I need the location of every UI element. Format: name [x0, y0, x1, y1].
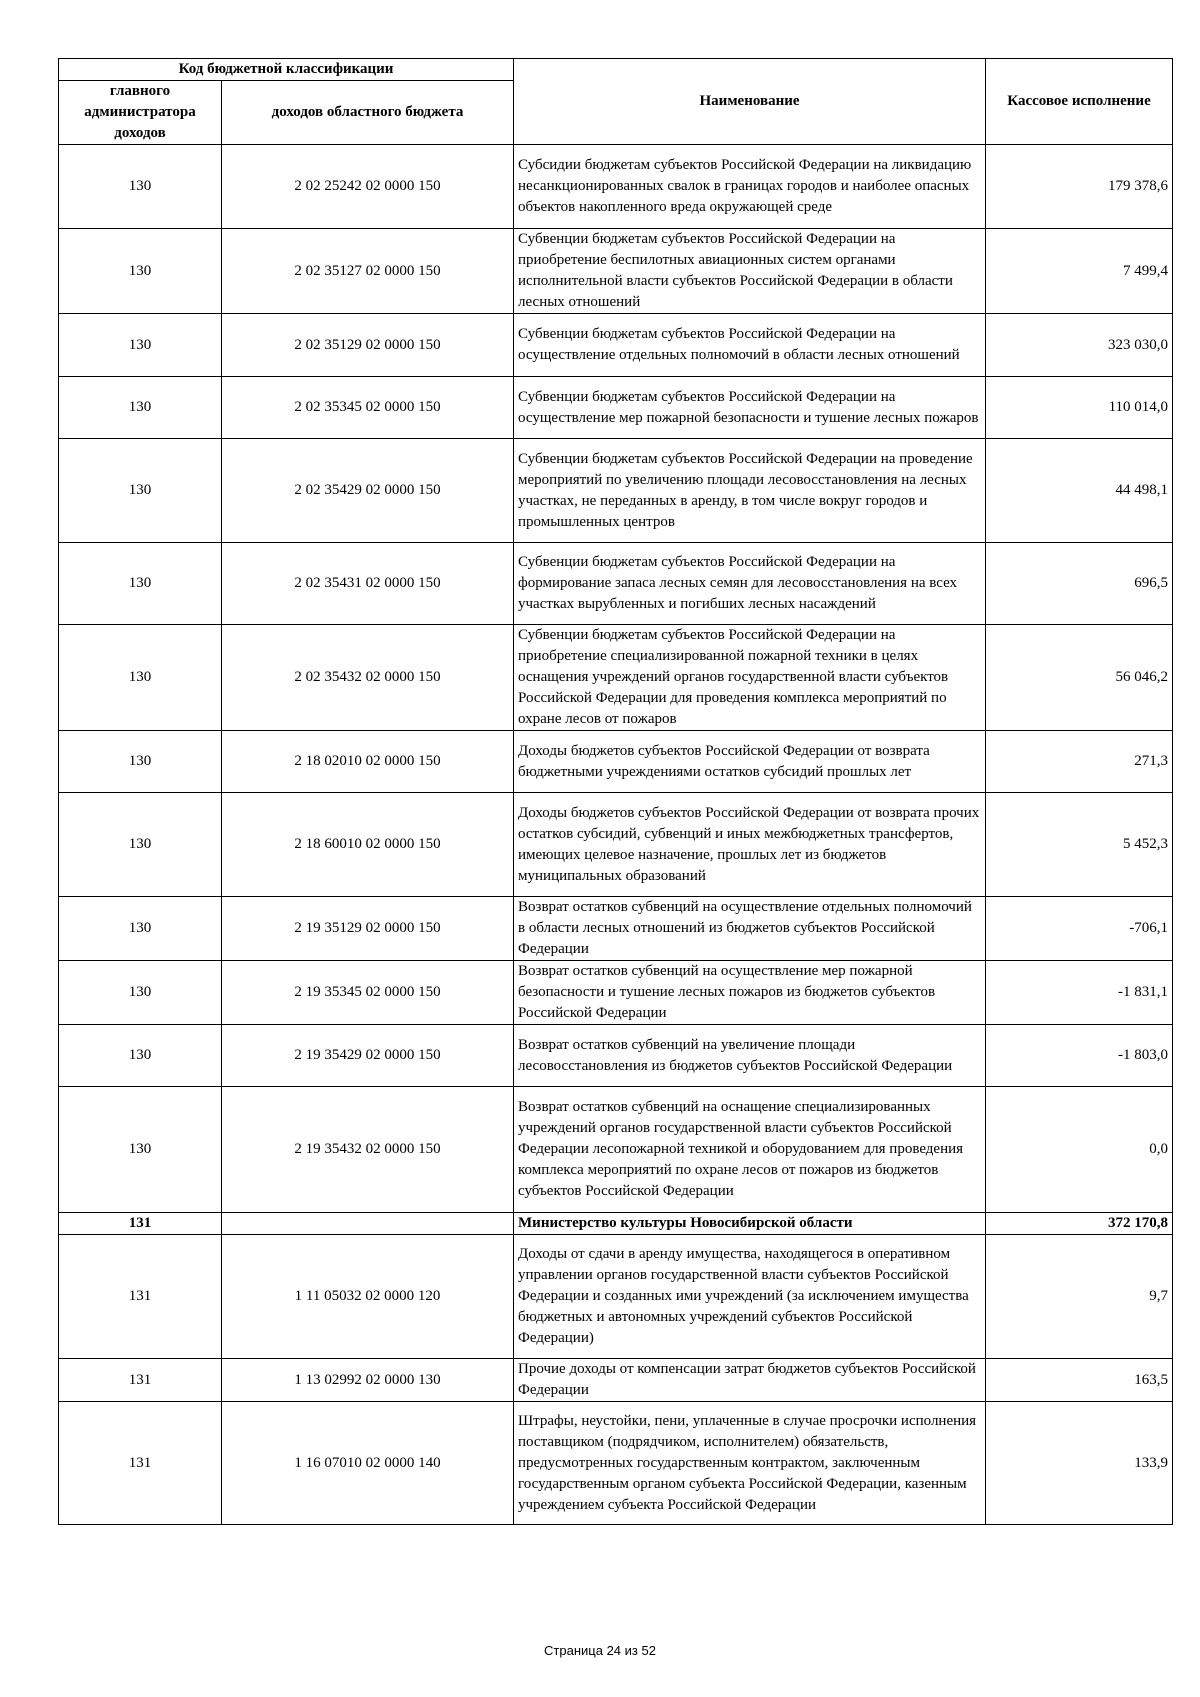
- budget-code-cell: 2 18 60010 02 0000 150: [222, 793, 514, 897]
- amount-cell: 179 378,6: [986, 145, 1173, 229]
- amount-cell: 323 030,0: [986, 314, 1173, 377]
- admin-code-cell: 130: [59, 731, 222, 793]
- admin-code-cell: 130: [59, 229, 222, 314]
- table-row: [59, 1213, 1173, 1235]
- budget-code-cell: 2 18 02010 02 0000 150: [222, 731, 514, 793]
- name-cell: Субвенции бюджетам субъектов Российской Федерации на формирование запаса лесных семян для лесовосстановления на всех участках вырубленных и погибших лесных насаждений: [514, 543, 986, 625]
- admin-code-cell: 130: [59, 543, 222, 625]
- name-cell: Прочие доходы от компенсации затрат бюджетов субъектов Российской Федерации: [514, 1359, 986, 1402]
- amount-cell: 56 046,2: [986, 625, 1173, 731]
- budget-code-cell: 2 02 35432 02 0000 150: [222, 625, 514, 731]
- table-row: [59, 1025, 1173, 1087]
- table-row: [59, 1087, 1173, 1213]
- budget-code-cell: 2 19 35429 02 0000 150: [222, 1025, 514, 1087]
- amount-cell: 44 498,1: [986, 439, 1173, 543]
- admin-code-cell: 130: [59, 897, 222, 961]
- budget-code-cell: 1 11 05032 02 0000 120: [222, 1235, 514, 1359]
- admin-code-cell: 130: [59, 439, 222, 543]
- admin-code-cell: 131: [59, 1359, 222, 1402]
- admin-code-cell: 131: [59, 1402, 222, 1525]
- table-row: [59, 961, 1173, 1025]
- name-cell: Доходы от сдачи в аренду имущества, находящегося в оперативном управлении органов государственной власти субъектов Российской Федерации и созданных ими учреждений (за исключением имущества бюджетных и автономных учреждений субъектов Российской Федерации): [514, 1235, 986, 1359]
- amount-cell: -1 831,1: [986, 961, 1173, 1025]
- table-row: [59, 314, 1173, 377]
- table-row: [59, 377, 1173, 439]
- name-cell: Штрафы, неустойки, пени, уплаченные в случае просрочки исполнения поставщиком (подрядчиком, исполнителем) обязательств, предусмотренных государственным контрактом, заключенным государственным органом субъекта Российской Федерации, казенным учреждением субъекта Российской Федерации: [514, 1402, 986, 1525]
- budget-code-cell: 2 19 35432 02 0000 150: [222, 1087, 514, 1213]
- amount-cell: 7 499,4: [986, 229, 1173, 314]
- budget-code-cell: 1 13 02992 02 0000 130: [222, 1359, 514, 1402]
- table-row: [59, 543, 1173, 625]
- table-row: [59, 1402, 1173, 1525]
- amount-cell: 133,9: [986, 1402, 1173, 1525]
- admin-code-cell: 130: [59, 1087, 222, 1213]
- header-budget-classification: Код бюджетной классификации: [59, 59, 514, 81]
- header-name: Наименование: [514, 59, 986, 145]
- budget-code-cell: 2 19 35129 02 0000 150: [222, 897, 514, 961]
- name-cell: Субвенции бюджетам субъектов Российской Федерации на приобретение беспилотных авиационных систем органами исполнительной власти субъектов Российской Федерации в области лесных отношений: [514, 229, 986, 314]
- budget-code-cell: [222, 1213, 514, 1235]
- amount-cell: 271,3: [986, 731, 1173, 793]
- admin-code-cell: 130: [59, 625, 222, 731]
- header-amount: Кассовое исполнение: [986, 59, 1173, 145]
- name-cell: Возврат остатков субвенций на осуществление мер пожарной безопасности и тушение лесных пожаров из бюджетов субъектов Российской Федерации: [514, 961, 986, 1025]
- budget-code-cell: 2 02 35345 02 0000 150: [222, 377, 514, 439]
- amount-cell: 9,7: [986, 1235, 1173, 1359]
- amount-cell: 5 452,3: [986, 793, 1173, 897]
- table-row: [59, 229, 1173, 314]
- table-row: [59, 1359, 1173, 1402]
- header-code: доходов областного бюджета: [222, 81, 514, 145]
- table-row: [59, 793, 1173, 897]
- amount-cell: 0,0: [986, 1087, 1173, 1213]
- amount-cell: -706,1: [986, 897, 1173, 961]
- admin-code-cell: 130: [59, 1025, 222, 1087]
- page-number: Страница 24 из 52: [544, 1643, 656, 1658]
- amount-cell: 696,5: [986, 543, 1173, 625]
- name-cell: Возврат остатков субвенций на оснащение специализированных учреждений органов государственной власти субъектов Российской Федерации лесопожарной техникой и оборудованием для проведения комплекса мероприятий по охране лесов от пожаров из бюджетов субъектов Российской Федерации: [514, 1087, 986, 1213]
- amount-cell: 163,5: [986, 1359, 1173, 1402]
- table-row: [59, 731, 1173, 793]
- name-cell: Возврат остатков субвенций на осуществление отдельных полномочий в области лесных отношений из бюджетов субъектов Российской Федерации: [514, 897, 986, 961]
- admin-code-cell: 130: [59, 793, 222, 897]
- budget-code-cell: 1 16 07010 02 0000 140: [222, 1402, 514, 1525]
- name-cell: Субвенции бюджетам субъектов Российской Федерации на осуществление отдельных полномочий в области лесных отношений: [514, 314, 986, 377]
- name-cell: Доходы бюджетов субъектов Российской Федерации от возврата прочих остатков субсидий, субвенций и иных межбюджетных трансфертов, имеющих целевое назначение, прошлых лет из бюджетов муниципальных образований: [514, 793, 986, 897]
- amount-cell: 372 170,8: [986, 1213, 1173, 1235]
- budget-code-cell: 2 02 35127 02 0000 150: [222, 229, 514, 314]
- header-row-group: [59, 59, 1173, 81]
- admin-code-cell: 131: [59, 1213, 222, 1235]
- name-cell: Субвенции бюджетам субъектов Российской Федерации на проведение мероприятий по увеличению площади лесовосстановления на лесных участках, не переданных в аренду, в том числе вокруг городов и промышленных центров: [514, 439, 986, 543]
- name-cell: Доходы бюджетов субъектов Российской Федерации от возврата бюджетными учреждениями остатков субсидий прошлых лет: [514, 731, 986, 793]
- amount-cell: 110 014,0: [986, 377, 1173, 439]
- table-body: [59, 59, 1173, 1525]
- admin-code-cell: 130: [59, 145, 222, 229]
- table-row: [59, 625, 1173, 731]
- table-row: [59, 1235, 1173, 1359]
- budget-code-cell: 2 02 35431 02 0000 150: [222, 543, 514, 625]
- budget-code-cell: 2 02 25242 02 0000 150: [222, 145, 514, 229]
- budget-code-cell: 2 19 35345 02 0000 150: [222, 961, 514, 1025]
- admin-code-cell: 130: [59, 961, 222, 1025]
- name-cell: Субвенции бюджетам субъектов Российской Федерации на осуществление мер пожарной безопасности и тушение лесных пожаров: [514, 377, 986, 439]
- name-cell: Возврат остатков субвенций на увеличение площади лесовосстановления из бюджетов субъектов Российской Федерации: [514, 1025, 986, 1087]
- admin-code-cell: 131: [59, 1235, 222, 1359]
- name-cell: Министерство культуры Новосибирской области: [514, 1213, 986, 1235]
- admin-code-cell: 130: [59, 377, 222, 439]
- amount-cell: -1 803,0: [986, 1025, 1173, 1087]
- name-cell: Субвенции бюджетам субъектов Российской Федерации на приобретение специализированной пожарной техники в целях оснащения учреждений органов государственной власти субъектов Российской Федерации для проведения комплекса мероприятий по охране лесов от пожаров: [514, 625, 986, 731]
- budget-code-cell: 2 02 35129 02 0000 150: [222, 314, 514, 377]
- table-row: [59, 897, 1173, 961]
- budget-revenue-table: [58, 58, 1173, 1525]
- admin-code-cell: 130: [59, 314, 222, 377]
- header-admin: главного администратора доходов: [59, 81, 222, 145]
- name-cell: Субсидии бюджетам субъектов Российской Федерации на ликвидацию несанкционированных свалок в границах городов и наиболее опасных объектов накопленного вреда окружающей среде: [514, 145, 986, 229]
- table-row: [59, 145, 1173, 229]
- budget-code-cell: 2 02 35429 02 0000 150: [222, 439, 514, 543]
- table-row: [59, 439, 1173, 543]
